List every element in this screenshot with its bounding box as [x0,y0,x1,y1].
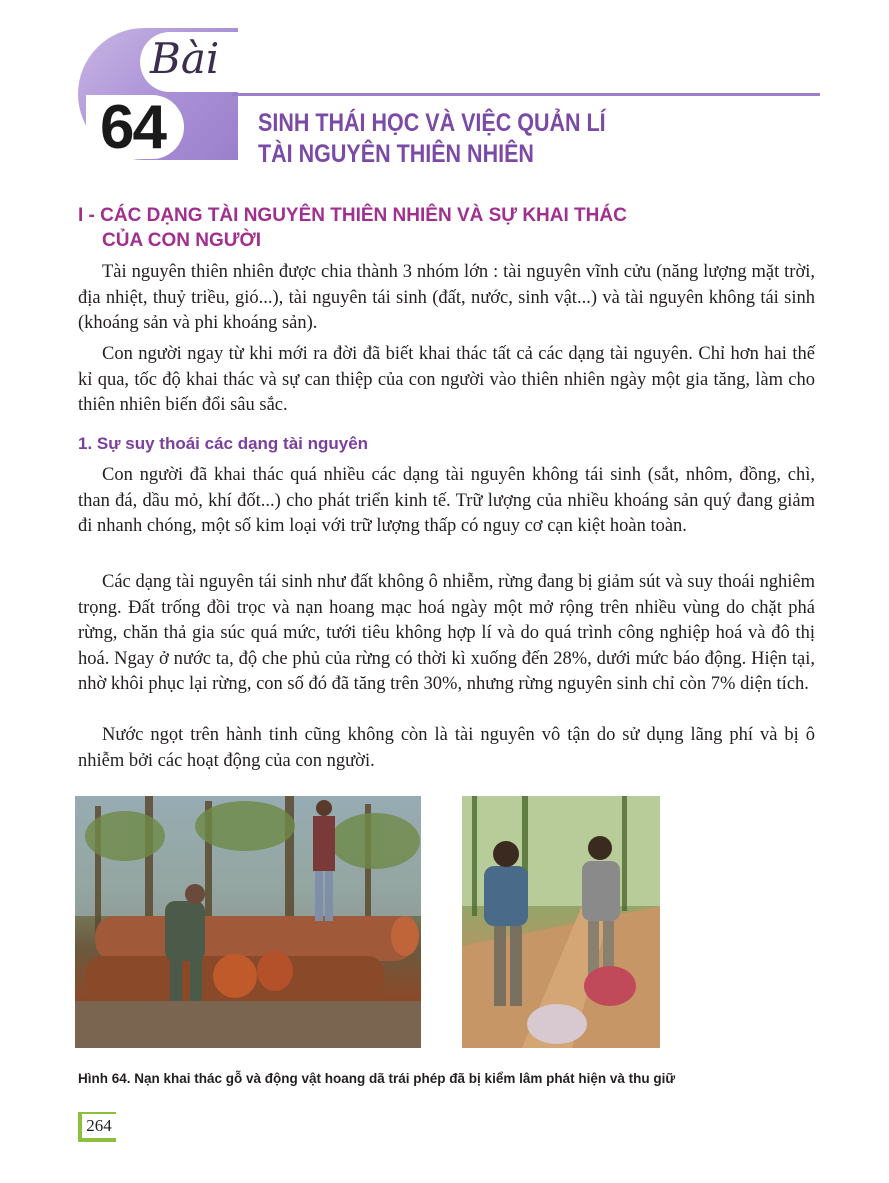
photo-confiscated-wildlife-illustration [462,796,660,1048]
header-rule [232,93,820,96]
lesson-title-line1: SINH THÁI HỌC VÀ VIỆC QUẢN LÍ [258,109,606,137]
paragraph-exploitation: Con người ngay từ khi mới ra đời đã biết khai thác tất cả các dạng tài nguyên. Chỉ hơn hai thế kỉ qua, tốc độ khai thác và sự can thiệp của con người vào thiên nhiên ngày một gia tăng, làm cho thiên nhiên biến đổi sâu sắc. [78,344,815,415]
paragraph-resource-groups: Tài nguyên thiên nhiên được chia thành 3 nhóm lớn : tài nguyên vĩnh cửu (năng lượng mặt trời, địa nhiệt, thuỷ triều, gió...), tài nguyên tái sinh (đất, nước, sinh vật...) và tài nguyên không tái sinh (khoáng sản và phi khoáng sản). [78,262,815,333]
subsection-heading: 1. Sự suy thoái các dạng tài nguyên [78,434,369,453]
photo-confiscated-wildlife [462,796,660,1048]
photo-illegal-logging-illustration [75,796,421,1048]
page-number: 264 [82,1114,116,1138]
page-number-box [78,1112,116,1142]
lesson-word: Bài [150,34,220,83]
paragraph-nonrenewable: Con người đã khai thác quá nhiều các dạng tài nguyên không tái sinh (sắt, nhôm, đồng, chì, than đá, dầu mỏ, khí đốt...) cho phát triển kinh tế. Trữ lượng của nhiều khoáng sản quý đang giảm đi nhanh chóng, một số kim loại với trữ lượng thấp có nguy cơ cạn kiệt hoàn toàn. [78,465,815,536]
section-heading [78,203,627,253]
paragraph-freshwater: Nước ngọt trên hành tinh cũng không còn là tài nguyên vô tận do sử dụng lãng phí và bị ô nhiễm bởi các hoạt động của con người. [78,725,815,771]
photo-illegal-logging [75,796,421,1048]
paragraph-renewable: Các dạng tài nguyên tái sinh như đất không ô nhiễm, rừng đang bị giảm sút và suy thoái nghiêm trọng. Đất trống đồi trọc và nạn hoang mạc hoá ngày một mở rộng trên nhiều vùng do chặt phá rừng, chăn thả gia súc quá mức, tưới tiêu không hợp lí và do quá trình công nghiệp hoá và đô thị hoá. Ngay ở nước ta, độ che phủ của rừng có thời kì xuống đến 28%, dưới mức báo động. Hiện tại, nhờ khôi phục lại rừng, con số đó đã tăng trên 30%, nhưng rừng nguyên sinh chỉ còn 7% diện tích. [78,572,815,694]
section-heading-line2: CỦA CON NGƯỜI [102,230,261,251]
section-heading-line1: I - CÁC DẠNG TÀI NGUYÊN THIÊN NHIÊN VÀ SỰ KHAI THÁC [78,205,627,226]
lesson-title-line2: TÀI NGUYÊN THIÊN NHIÊN [258,140,534,168]
figure-caption: Hình 64. Nạn khai thác gỗ và động vật hoang dã trái phép đã bị kiểm lâm phát hiện và thu giữ [78,1071,676,1086]
lesson-title [258,108,606,170]
lesson-number: 64 [100,93,165,162]
